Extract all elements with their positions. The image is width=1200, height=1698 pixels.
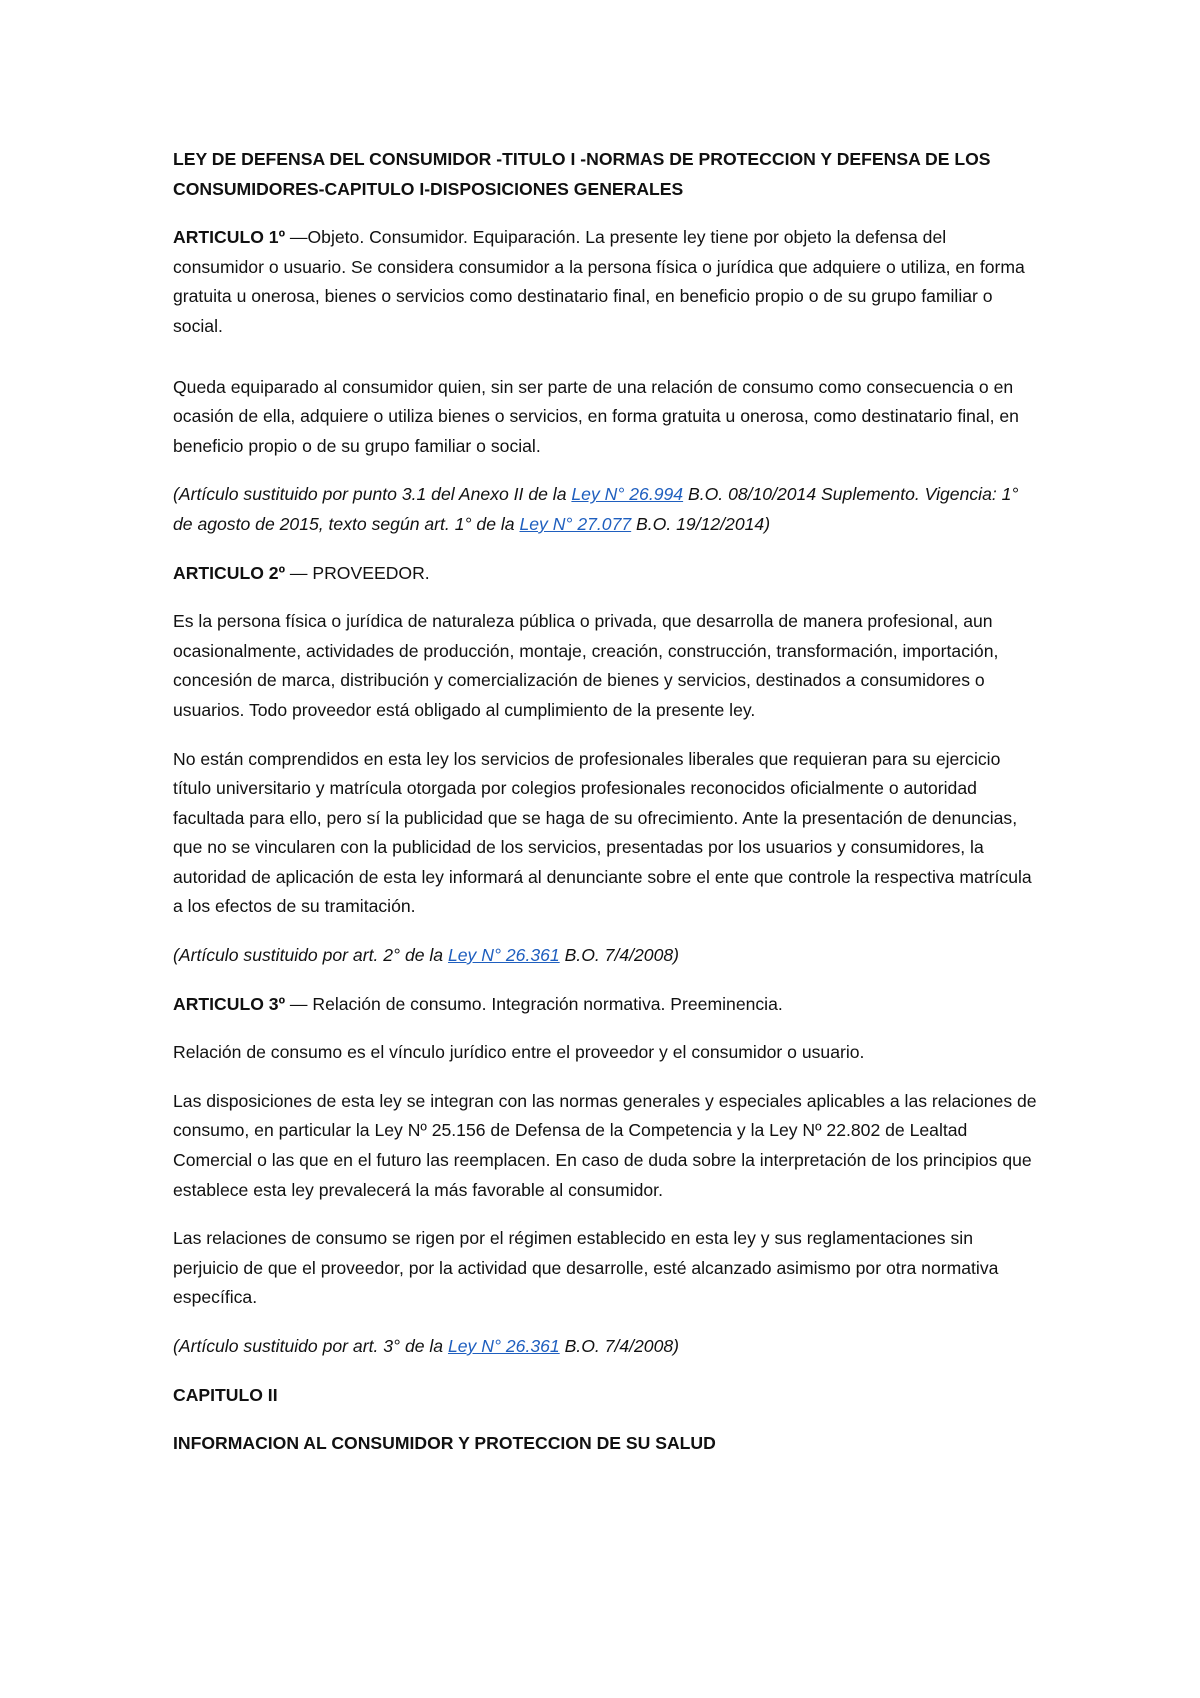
article-1-paragraph-2: Queda equiparado al consumidor quien, sin ser parte de una relación de consumo como consecuencia o en ocasión de ella, adquiere o utiliza bienes o servicios, en forma gratuita u onerosa, como destinatario final, en beneficio propio o de su grupo familiar o social.: [173, 376, 1019, 456]
article-2-heading: ARTICULO 2º: [173, 562, 285, 583]
document-title: LEY DE DEFENSA DEL CONSUMIDOR -TITULO I -NORMAS DE PROTECCION Y DEFENSA DE LOS CONSUMIDORES-CAPITULO I-DISPOSICIONES GENERALES: [173, 149, 991, 199]
article-3-paragraph-1: Relación de consumo es el vínculo jurídico entre el proveedor y el consumidor o usuario.: [173, 1042, 865, 1063]
article-3-paragraph-2: Las disposiciones de esta ley se integran con las normas generales y especiales aplicables a las relaciones de consumo, en particular la Ley Nº 25.156 de Defensa de la Competencia y la Ley Nº 22.802 de Lealtad Comercial o las que en el futuro las reemplacen. En caso de duda sobre la interpretación de los principios que establece esta ley prevalecerá la más favorable al consumidor.: [173, 1090, 1037, 1200]
citation-text: (Artículo sustituido por art. 2° de la: [173, 945, 448, 966]
article-3-citation: [173, 1332, 1040, 1362]
citation-text: B.O. 19/12/2014): [631, 513, 771, 534]
ley-26994-link[interactable]: Ley N° 26.994: [571, 484, 684, 505]
article-2-paragraph: [173, 559, 1040, 589]
chapter-2-title: INFORMACION AL CONSUMIDOR Y PROTECCION DE SU SALUD: [173, 1433, 716, 1454]
article-1-paragraph: [173, 223, 1040, 341]
ley-27077-link[interactable]: Ley N° 27.077: [519, 513, 632, 534]
article-3-paragraph: [173, 990, 1040, 1020]
citation-text: B.O. 08/10/2014 Suplemento. Vigencia: 1° de agosto de 2015, texto según art. 1° de la: [173, 484, 1019, 534]
citation-text: B.O. 7/4/2008): [559, 1336, 680, 1356]
article-1-citation: [173, 480, 1040, 539]
ley-26361-link[interactable]: Ley N° 26.361: [447, 945, 560, 966]
ley-26361-link[interactable]: Ley N° 26.361: [447, 1336, 560, 1356]
citation-text: B.O. 7/4/2008): [559, 945, 680, 966]
article-3-paragraph-3: Las relaciones de consumo se rigen por el régimen establecido en esta ley y sus reglamentaciones sin perjuicio de que el proveedor, por la actividad que desarrolle, esté alcanzado asimismo por otra normativa específica.: [173, 1228, 999, 1308]
citation-text: (Artículo sustituido por punto 3.1 del Anexo II de la: [173, 484, 572, 505]
citation-text: (Artículo sustituido por art. 3° de la: [173, 1336, 448, 1356]
article-2-text: — PROVEEDOR.: [285, 562, 430, 583]
article-2-paragraph-1: Es la persona física o jurídica de naturaleza pública o privada, que desarrolla de manera profesional, aun ocasionalmente, actividades de producción, montaje, creación, construcción, transformación, importación, concesión de marca, distribución y comercialización de bienes y servicios, destinados a consumidores o usuarios. Todo proveedor está obligado al cumplimiento de la presente ley.: [173, 611, 999, 720]
article-1-text: —Objeto. Consumidor. Equiparación. La presente ley tiene por objeto la defensa del consumidor o usuario. Se considera consumidor a la persona física o jurídica que adquiere o utiliza, en forma gratuita u onerosa, bienes o servicios como destinatario final, en beneficio propio o de su grupo familiar o social.: [173, 227, 1025, 336]
article-3-heading: ARTICULO 3º: [173, 993, 285, 1014]
article-1-heading: ARTICULO 1º: [173, 227, 285, 248]
article-2-paragraph-2: No están comprendidos en esta ley los servicios de profesionales liberales que requieran para su ejercicio título universitario y matrícula otorgada por colegios profesionales reconocidos oficialmente o autoridad facultada para ello, pero sí la publicidad que se haga de su ofrecimiento. Ante la presentación de denuncias, que no se vincularen con la publicidad de los servicios, presentadas por los usuarios y consumidores, la autoridad de aplicación de esta ley informará al denunciante sobre el ente que controle la respectiva matrícula a los efectos de su tramitación.: [173, 748, 1032, 917]
article-3-text: — Relación de consumo. Integración normativa. Preeminencia.: [285, 993, 783, 1014]
chapter-2-label: CAPITULO II: [173, 1384, 278, 1405]
article-2-citation: [173, 941, 1040, 971]
